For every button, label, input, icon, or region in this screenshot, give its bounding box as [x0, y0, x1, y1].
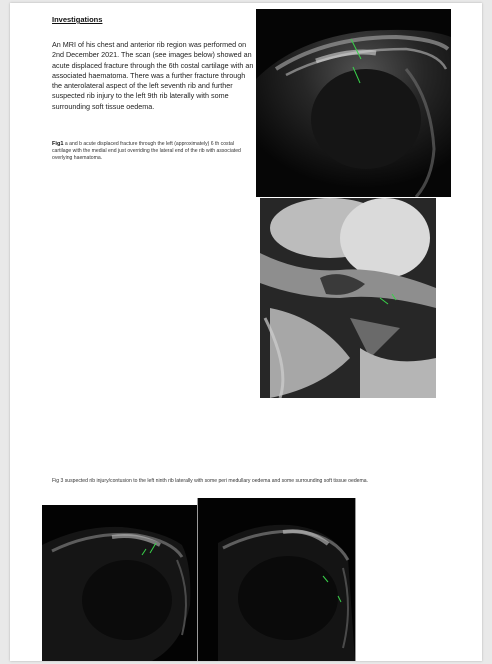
- figure-1-label: Fig1: [52, 141, 64, 147]
- mri-image-fig3b-graphic: [198, 498, 355, 661]
- figure-3-caption: Fig 3 suspected rib injury/contusion to the left ninth rib laterally with some peri medullary oedema and some surrounding soft tissue oedema.: [52, 478, 368, 484]
- figure-1-caption-text: a and b acute displaced fracture through the left (approximately) 6 th costal cartilage with the medial end just overriding the lateral end of the rib with associated overlying haematoma.: [52, 141, 241, 162]
- document-page: [10, 3, 482, 661]
- section-heading: Investigations: [52, 15, 103, 24]
- figure-1-caption: [52, 141, 242, 162]
- mri-image-fig1a-graphic: [256, 9, 451, 197]
- mri-image-fig1b-graphic: [260, 198, 436, 398]
- mri-image-fig3a: [42, 505, 197, 661]
- mri-image-fig1b: [260, 198, 436, 398]
- mri-image-fig1a: [256, 9, 451, 197]
- mri-image-fig3a-graphic: [42, 505, 197, 661]
- mri-image-fig3b: [197, 498, 356, 661]
- findings-paragraph: An MRI of his chest and anterior rib region was performed on 2nd December 2021. The scan (see images below) showed an acute displaced fracture through the 6th costal cartilage with an associated haematoma. There was a further fracture through the anterolateral aspect of the left seventh rib and further suspected rib injury to the left 9th rib laterally with some surrounding soft tissue oedema.: [52, 40, 254, 111]
